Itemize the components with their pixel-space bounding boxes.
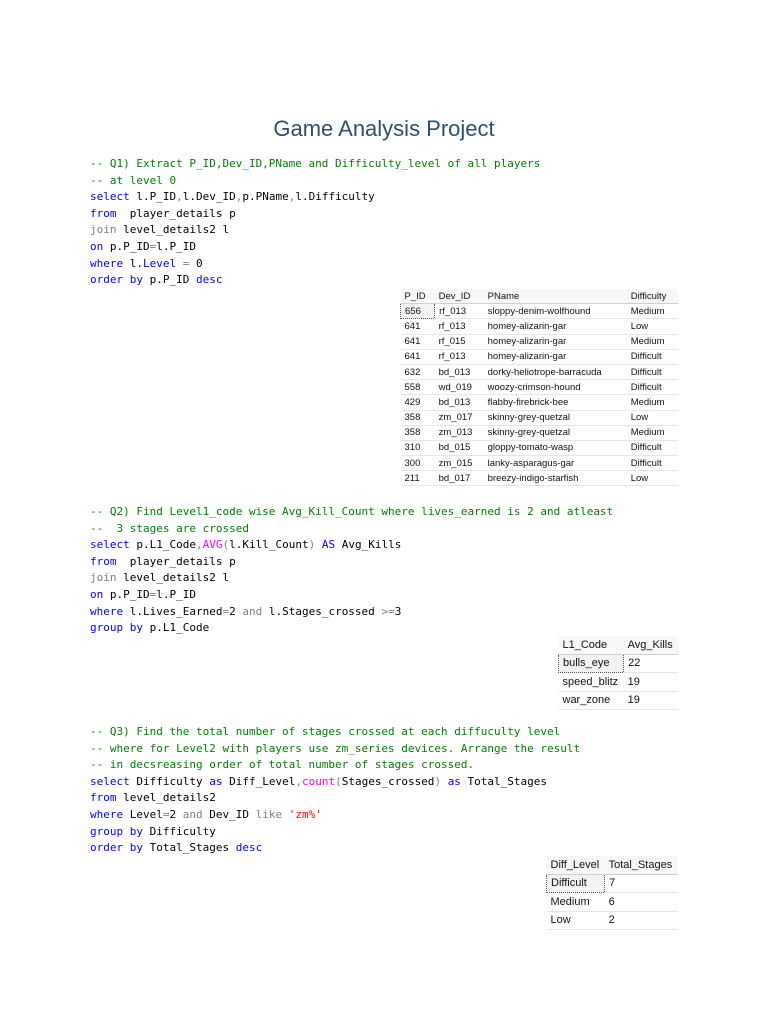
table-cell[interactable]: 429 [401, 395, 435, 410]
code-token: 'zm%' [288, 807, 322, 821]
code-token: l.Kill_Count [229, 538, 309, 552]
table-cell[interactable]: 19 [624, 673, 678, 692]
code-token: -- 3 stages are crossed [90, 521, 249, 535]
column-header[interactable]: Diff_Level [547, 856, 605, 874]
code-token: Diff_Level [222, 774, 296, 788]
code-token: p.P_ID [103, 239, 150, 253]
table-cell[interactable]: bd_013 [435, 364, 484, 379]
table-row[interactable] [401, 364, 679, 379]
table-cell[interactable]: rf_013 [435, 349, 484, 364]
code-line [90, 239, 540, 256]
table-row[interactable] [401, 304, 679, 319]
code-token: , [235, 190, 243, 204]
table-cell[interactable]: skinny-grey-quetzal [484, 425, 627, 440]
table-cell[interactable]: Low [627, 471, 678, 486]
table-cell[interactable]: Medium [627, 304, 678, 319]
code-token: level_details2 l [116, 223, 230, 237]
table-cell[interactable]: bd_015 [435, 440, 484, 455]
header-row [547, 856, 679, 874]
table-cell[interactable]: 641 [401, 319, 435, 334]
table-row[interactable] [401, 395, 679, 410]
code-token: desc [235, 841, 263, 855]
code-token: , [288, 190, 296, 204]
table-cell[interactable]: speed_blitz [559, 673, 624, 692]
code-token: Difficulty [129, 774, 210, 788]
code-token: l.Stages_crossed [262, 604, 382, 618]
table-cell[interactable]: 2 [605, 911, 678, 930]
table-row[interactable] [401, 380, 679, 395]
page-title: Game Analysis Project [273, 116, 495, 141]
code-token: select [90, 774, 130, 788]
code-line [90, 790, 580, 807]
code-token: , [195, 538, 203, 552]
table-row[interactable] [401, 471, 679, 486]
table-cell[interactable]: bd_017 [435, 471, 484, 486]
column-header[interactable]: Dev_ID [435, 289, 484, 304]
code-line [90, 173, 540, 190]
code-token: l.P_ID [156, 587, 196, 601]
code-token: player_details p [116, 206, 236, 220]
table-cell[interactable]: dorky-heliotrope-barracuda [484, 364, 627, 379]
table-cell[interactable]: Difficult [627, 349, 678, 364]
code-token: 0 [189, 256, 203, 270]
code-token: as [447, 774, 461, 788]
code-token: like [255, 807, 283, 821]
table-cell[interactable]: Difficult [547, 874, 605, 893]
code-token: ) [434, 774, 442, 788]
code-token: Avg_Kills [335, 538, 402, 552]
table-cell[interactable]: wd_019 [435, 380, 484, 395]
code-token: select [90, 538, 130, 552]
table-cell[interactable]: Low [547, 911, 605, 930]
code-line [90, 206, 540, 223]
code-token: = [162, 807, 170, 821]
code-token: order by [90, 273, 143, 287]
table-cell[interactable]: lanky-asparagus-gar [484, 456, 627, 471]
header-row [401, 289, 679, 304]
code-line [90, 604, 613, 621]
code-token: -- Q3) Find the total number of stages crossed at each diffuculty level [90, 725, 561, 738]
code-token: group by [90, 824, 143, 838]
code-line [90, 272, 540, 289]
code-token: AS [321, 538, 336, 552]
code-token: = [182, 256, 190, 270]
code-token: >= [381, 604, 395, 618]
code-line [90, 807, 580, 824]
code-token: as [209, 774, 223, 788]
code-token: from [90, 791, 117, 805]
code-token: where [90, 256, 124, 270]
code-token: = [149, 239, 157, 253]
code-token: join [90, 571, 117, 585]
code-token: level_details2 l [116, 571, 230, 585]
code-token: p.L1_Code [129, 538, 196, 552]
sql-code-block-q3 [90, 724, 580, 857]
table-cell[interactable]: sloppy-denim-wolfhound [484, 304, 627, 319]
code-token: from [90, 206, 117, 220]
table-cell[interactable]: 632 [401, 364, 435, 379]
code-token: Difficulty [142, 824, 216, 838]
table-cell[interactable]: Medium [627, 395, 678, 410]
table-row[interactable] [547, 893, 679, 912]
table-cell[interactable]: 211 [401, 471, 435, 486]
code-token: 3 [394, 604, 402, 618]
table-cell[interactable]: 358 [401, 410, 435, 425]
code-line [90, 587, 613, 604]
code-token: ) [308, 538, 316, 552]
code-token: where [90, 807, 124, 821]
table-cell[interactable]: Medium [627, 425, 678, 440]
table-cell[interactable]: woozy-crimson-hound [484, 380, 627, 395]
column-header[interactable]: Avg_Kills [624, 636, 678, 654]
result-grid-q3 [546, 856, 678, 930]
header-row [559, 636, 679, 654]
code-line [90, 570, 613, 587]
table-cell[interactable]: homey-alizarin-gar [484, 349, 627, 364]
code-token [441, 775, 448, 788]
code-line [90, 757, 580, 774]
code-line [90, 554, 613, 571]
code-token: l. [123, 256, 143, 270]
code-token: l.Difficulty [295, 190, 375, 204]
table-cell[interactable]: skinny-grey-quetzal [484, 410, 627, 425]
table-row[interactable] [401, 319, 679, 334]
code-line [90, 521, 613, 538]
table-cell[interactable]: Low [627, 319, 678, 334]
code-line [90, 840, 580, 857]
code-token: l.P_ID [129, 190, 177, 204]
code-line [90, 156, 540, 173]
code-line [90, 189, 540, 206]
table-row[interactable] [559, 654, 679, 673]
code-token: and [242, 604, 263, 618]
code-token: ( [335, 774, 342, 788]
code-token: 2 [229, 604, 243, 618]
column-header[interactable]: PName [484, 289, 627, 304]
code-token: order by [90, 841, 143, 855]
code-token: group by [90, 621, 143, 635]
table-cell[interactable]: homey-alizarin-gar [484, 334, 627, 349]
table-cell[interactable]: 310 [401, 440, 435, 455]
table-row[interactable] [547, 911, 679, 930]
table-row[interactable] [401, 456, 679, 471]
code-line [90, 620, 613, 637]
table-cell[interactable]: 641 [401, 334, 435, 349]
code-token: and [182, 807, 203, 821]
code-line [90, 537, 613, 554]
code-line [90, 222, 540, 239]
table-cell[interactable]: zm_017 [435, 410, 484, 425]
code-token: -- at level 0 [90, 173, 177, 187]
code-token: select [90, 190, 130, 204]
code-token: = [222, 604, 230, 618]
code-token: -- Q1) Extract P_ID,Dev_ID,PName and Difficulty_level of all players [90, 157, 541, 170]
code-token: on [90, 239, 104, 253]
column-header[interactable]: Total_Stages [605, 856, 678, 874]
code-token: -- Q2) Find Level1_code wise Avg_Kill_Count where lives_earned is 2 and atleast [90, 505, 614, 518]
code-token: -- where for Level2 with players use zm_series devices. Arrange the result [90, 741, 581, 755]
code-token: on [90, 587, 104, 601]
code-token: count [301, 774, 336, 788]
table-cell[interactable]: 300 [401, 456, 435, 471]
code-token: p.P_ID [142, 273, 196, 287]
sql-code-block-q1 [90, 156, 540, 289]
table-cell[interactable]: gloppy-tomato-wasp [484, 440, 627, 455]
code-token: level_details2 [116, 791, 216, 805]
code-token [176, 257, 183, 270]
table-cell[interactable]: zm_015 [435, 456, 484, 471]
table-cell[interactable]: 6 [605, 893, 678, 912]
table-cell[interactable]: rf_015 [435, 334, 484, 349]
code-token: Level [123, 807, 163, 821]
table-cell[interactable]: flabby-firebrick-bee [484, 395, 627, 410]
table-cell[interactable]: 22 [624, 654, 678, 673]
code-token: l.Lives_Earned [123, 604, 223, 618]
code-token: Level [143, 256, 177, 270]
table-row[interactable] [559, 673, 679, 692]
table-row[interactable] [401, 349, 679, 364]
table-cell[interactable]: Medium [627, 334, 678, 349]
table-cell[interactable]: 641 [401, 349, 435, 364]
code-token: where [90, 604, 124, 618]
table-cell[interactable]: Difficult [627, 440, 678, 455]
table-cell[interactable]: 19 [624, 691, 678, 710]
result-grid-q2 [558, 636, 678, 710]
table-cell[interactable]: war_zone [559, 691, 624, 710]
code-line [90, 824, 580, 841]
column-header[interactable]: L1_Code [559, 636, 624, 654]
code-token: -- in decsreasing order of total number of stages crossed. [90, 758, 475, 772]
code-token: p.L1_Code [142, 621, 210, 635]
code-token: Total_Stages [142, 841, 236, 855]
table-cell[interactable]: Difficult [627, 456, 678, 471]
code-line [90, 741, 580, 758]
code-token: p.PName [242, 190, 289, 204]
code-token [315, 538, 322, 551]
code-token: , [295, 774, 302, 788]
table-cell[interactable]: rf_013 [435, 319, 484, 334]
code-line [90, 774, 580, 791]
code-token: Stages_crossed [341, 774, 435, 788]
table-cell[interactable]: Medium [547, 893, 605, 912]
code-token: Total_Stages [460, 774, 548, 788]
code-token: Dev_ID [202, 807, 256, 821]
code-line [90, 504, 613, 521]
table-cell[interactable]: Difficult [627, 364, 678, 379]
code-token [282, 808, 289, 821]
code-token: player_details p [116, 554, 236, 568]
code-token: from [90, 554, 117, 568]
code-token: , [176, 190, 183, 204]
sql-code-block-q2 [90, 504, 613, 637]
table-cell[interactable]: breezy-indigo-starfish [484, 471, 627, 486]
table-row[interactable] [559, 691, 679, 710]
code-line [90, 256, 540, 273]
code-token: desc [195, 273, 223, 287]
table-row[interactable] [401, 425, 679, 440]
code-token: join [90, 223, 117, 237]
code-token: p.P_ID [103, 587, 150, 601]
table-cell[interactable]: homey-alizarin-gar [484, 319, 627, 334]
table-row[interactable] [401, 440, 679, 455]
result-grid-q1 [400, 289, 678, 486]
code-token: AVG [202, 538, 223, 552]
column-header[interactable]: P_ID [401, 289, 435, 304]
code-line [90, 724, 580, 741]
table-row[interactable] [547, 874, 679, 893]
table-cell[interactable]: bd_013 [435, 395, 484, 410]
code-token: = [149, 587, 157, 601]
table-cell[interactable]: Difficult [627, 380, 678, 395]
table-cell[interactable]: zm_013 [435, 425, 484, 440]
table-cell[interactable]: bulls_eye [559, 654, 624, 673]
column-header[interactable]: Difficulty [627, 289, 678, 304]
code-token: l.Dev_ID [182, 190, 236, 204]
table-cell[interactable]: Low [627, 410, 678, 425]
table-cell[interactable]: 358 [401, 425, 435, 440]
table-cell[interactable]: 656 [401, 304, 435, 319]
code-token: ( [222, 538, 230, 552]
table-row[interactable] [401, 410, 679, 425]
table-cell[interactable]: 7 [605, 874, 678, 893]
table-row[interactable] [401, 334, 679, 349]
code-token: 2 [169, 807, 183, 821]
code-token: l.P_ID [156, 239, 196, 253]
table-cell[interactable]: 558 [401, 380, 435, 395]
table-cell[interactable]: rf_013 [435, 304, 484, 319]
